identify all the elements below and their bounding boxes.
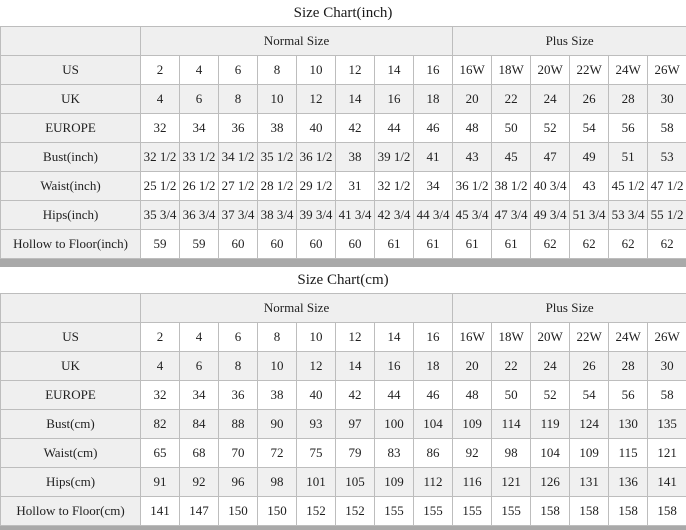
- table-cell: 90: [258, 410, 297, 439]
- row-label: US: [1, 323, 141, 352]
- chart-title: Size Chart(cm): [0, 267, 686, 293]
- table-cell: 20W: [531, 56, 570, 85]
- table-cell: 12: [297, 85, 336, 114]
- group-header-normal-size: Normal Size: [141, 294, 453, 323]
- table-cell: 44: [375, 381, 414, 410]
- table-row: [1, 230, 686, 259]
- table-row: [1, 114, 686, 143]
- table-cell: 47 3/4: [492, 201, 531, 230]
- table-row: [1, 497, 686, 526]
- table-cell: 60: [297, 230, 336, 259]
- table-cell: 28 1/2: [258, 172, 297, 201]
- table-cell: 24W: [609, 56, 648, 85]
- table-cell: 20: [453, 85, 492, 114]
- table-cell: 51 3/4: [570, 201, 609, 230]
- table-cell: 30: [648, 85, 686, 114]
- table-cell: 14: [336, 85, 375, 114]
- table-row: [1, 201, 686, 230]
- table-cell: 8: [258, 56, 297, 85]
- table-cell: 4: [141, 352, 180, 381]
- table-cell: 16: [414, 323, 453, 352]
- table-cell: 32 1/2: [375, 172, 414, 201]
- chart-separator: [0, 259, 686, 267]
- table-cell: 158: [570, 497, 609, 526]
- table-cell: 53: [648, 143, 686, 172]
- table-cell: 45 1/2: [609, 172, 648, 201]
- table-cell: 155: [492, 497, 531, 526]
- table-cell: 22: [492, 352, 531, 381]
- table-cell: 75: [297, 439, 336, 468]
- table-cell: 135: [648, 410, 686, 439]
- table-cell: 152: [297, 497, 336, 526]
- table-cell: 86: [414, 439, 453, 468]
- table-cell: 98: [492, 439, 531, 468]
- table-cell: 40: [297, 114, 336, 143]
- row-label: US: [1, 56, 141, 85]
- table-cell: 34: [414, 172, 453, 201]
- table-cell: 83: [375, 439, 414, 468]
- table-cell: 52: [531, 114, 570, 143]
- table-cell: 16: [414, 56, 453, 85]
- table-cell: 155: [453, 497, 492, 526]
- row-label: Hips(cm): [1, 468, 141, 497]
- table-cell: 96: [219, 468, 258, 497]
- table-cell: 46: [414, 381, 453, 410]
- table-cell: 30: [648, 352, 686, 381]
- table-cell: 24: [531, 85, 570, 114]
- row-label: UK: [1, 85, 141, 114]
- table-cell: 38 3/4: [258, 201, 297, 230]
- table-cell: 56: [609, 114, 648, 143]
- table-cell: 8: [258, 323, 297, 352]
- table-cell: 36: [219, 114, 258, 143]
- table-cell: 36: [219, 381, 258, 410]
- table-cell: 8: [219, 352, 258, 381]
- table-cell: 18: [414, 85, 453, 114]
- table-cell: 26W: [648, 323, 686, 352]
- table-cell: 119: [531, 410, 570, 439]
- table-corner-cell: [1, 27, 141, 56]
- table-cell: 44: [375, 114, 414, 143]
- table-cell: 152: [336, 497, 375, 526]
- table-cell: 26: [570, 352, 609, 381]
- table-cell: 52: [531, 381, 570, 410]
- table-cell: 14: [375, 323, 414, 352]
- table-cell: 40: [297, 381, 336, 410]
- table-cell: 29 1/2: [297, 172, 336, 201]
- table-cell: 91: [141, 468, 180, 497]
- table-cell: 12: [336, 323, 375, 352]
- table-cell: 55 1/2: [648, 201, 686, 230]
- table-cell: 38: [336, 143, 375, 172]
- size-chart-block: [0, 267, 686, 526]
- table-cell: 84: [180, 410, 219, 439]
- table-cell: 72: [258, 439, 297, 468]
- table-cell: 124: [570, 410, 609, 439]
- table-cell: 58: [648, 114, 686, 143]
- table-cell: 50: [492, 381, 531, 410]
- table-row: [1, 352, 686, 381]
- table-cell: 41: [414, 143, 453, 172]
- table-cell: 42: [336, 114, 375, 143]
- table-cell: 26W: [648, 56, 686, 85]
- size-table: [0, 293, 686, 526]
- table-cell: 141: [141, 497, 180, 526]
- table-cell: 35 3/4: [141, 201, 180, 230]
- table-cell: 16: [375, 352, 414, 381]
- table-cell: 4: [180, 323, 219, 352]
- table-row: [1, 172, 686, 201]
- table-cell: 14: [375, 56, 414, 85]
- table-cell: 92: [180, 468, 219, 497]
- table-cell: 45: [492, 143, 531, 172]
- group-header-plus-size: Plus Size: [453, 294, 686, 323]
- row-label: Waist(cm): [1, 439, 141, 468]
- table-cell: 53 3/4: [609, 201, 648, 230]
- table-row: [1, 143, 686, 172]
- table-cell: 6: [180, 85, 219, 114]
- table-cell: 121: [648, 439, 686, 468]
- table-cell: 18W: [492, 56, 531, 85]
- table-cell: 2: [141, 56, 180, 85]
- table-cell: 158: [609, 497, 648, 526]
- table-cell: 88: [219, 410, 258, 439]
- table-row: [1, 323, 686, 352]
- table-cell: 59: [141, 230, 180, 259]
- table-cell: 54: [570, 381, 609, 410]
- table-cell: 158: [648, 497, 686, 526]
- row-label: UK: [1, 352, 141, 381]
- table-cell: 18W: [492, 323, 531, 352]
- table-cell: 42: [336, 381, 375, 410]
- table-corner-cell: [1, 294, 141, 323]
- table-cell: 136: [609, 468, 648, 497]
- table-cell: 33 1/2: [180, 143, 219, 172]
- table-cell: 43: [570, 172, 609, 201]
- table-cell: 50: [492, 114, 531, 143]
- table-cell: 109: [375, 468, 414, 497]
- table-cell: 62: [531, 230, 570, 259]
- table-cell: 61: [375, 230, 414, 259]
- table-cell: 54: [570, 114, 609, 143]
- table-cell: 158: [531, 497, 570, 526]
- table-cell: 16: [375, 85, 414, 114]
- table-cell: 141: [648, 468, 686, 497]
- table-row: [1, 468, 686, 497]
- table-cell: 56: [609, 381, 648, 410]
- table-cell: 20W: [531, 323, 570, 352]
- table-cell: 82: [141, 410, 180, 439]
- table-cell: 14: [336, 352, 375, 381]
- table-cell: 28: [609, 85, 648, 114]
- table-cell: 155: [414, 497, 453, 526]
- table-cell: 38: [258, 381, 297, 410]
- table-cell: 38 1/2: [492, 172, 531, 201]
- table-cell: 10: [297, 323, 336, 352]
- row-label: Hollow to Floor(cm): [1, 497, 141, 526]
- table-cell: 6: [219, 323, 258, 352]
- table-cell: 61: [453, 230, 492, 259]
- table-cell: 51: [609, 143, 648, 172]
- table-cell: 147: [180, 497, 219, 526]
- table-cell: 32: [141, 114, 180, 143]
- table-cell: 24: [531, 352, 570, 381]
- group-header-normal-size: Normal Size: [141, 27, 453, 56]
- table-cell: 70: [219, 439, 258, 468]
- table-cell: 45 3/4: [453, 201, 492, 230]
- table-cell: 62: [648, 230, 686, 259]
- table-cell: 98: [258, 468, 297, 497]
- table-cell: 49: [570, 143, 609, 172]
- table-cell: 34 1/2: [219, 143, 258, 172]
- table-cell: 112: [414, 468, 453, 497]
- table-cell: 60: [336, 230, 375, 259]
- table-cell: 49 3/4: [531, 201, 570, 230]
- table-cell: 43: [453, 143, 492, 172]
- table-cell: 4: [180, 56, 219, 85]
- row-label: EUROPE: [1, 381, 141, 410]
- group-header-plus-size: Plus Size: [453, 27, 686, 56]
- row-label: Hips(inch): [1, 201, 141, 230]
- group-header-row: [1, 27, 686, 56]
- table-cell: 36 1/2: [297, 143, 336, 172]
- table-cell: 4: [141, 85, 180, 114]
- table-cell: 93: [297, 410, 336, 439]
- table-cell: 6: [219, 56, 258, 85]
- table-cell: 62: [570, 230, 609, 259]
- table-cell: 26: [570, 85, 609, 114]
- table-cell: 121: [492, 468, 531, 497]
- table-row: [1, 410, 686, 439]
- table-cell: 65: [141, 439, 180, 468]
- table-cell: 37 3/4: [219, 201, 258, 230]
- table-cell: 130: [609, 410, 648, 439]
- table-cell: 22W: [570, 56, 609, 85]
- table-row: [1, 85, 686, 114]
- table-cell: 10: [258, 352, 297, 381]
- chart-title: Size Chart(inch): [0, 0, 686, 26]
- table-cell: 10: [297, 56, 336, 85]
- table-cell: 39 1/2: [375, 143, 414, 172]
- table-cell: 150: [219, 497, 258, 526]
- table-cell: 155: [375, 497, 414, 526]
- table-cell: 20: [453, 352, 492, 381]
- table-cell: 12: [336, 56, 375, 85]
- table-cell: 46: [414, 114, 453, 143]
- row-label: Hollow to Floor(inch): [1, 230, 141, 259]
- table-cell: 25 1/2: [141, 172, 180, 201]
- table-cell: 22W: [570, 323, 609, 352]
- group-header-row: [1, 294, 686, 323]
- table-cell: 32 1/2: [141, 143, 180, 172]
- table-cell: 62: [609, 230, 648, 259]
- row-label: EUROPE: [1, 114, 141, 143]
- table-cell: 34: [180, 114, 219, 143]
- table-cell: 39 3/4: [297, 201, 336, 230]
- table-cell: 38: [258, 114, 297, 143]
- table-cell: 48: [453, 381, 492, 410]
- size-table: [0, 26, 686, 259]
- table-cell: 44 3/4: [414, 201, 453, 230]
- row-label: Bust(cm): [1, 410, 141, 439]
- table-row: [1, 56, 686, 85]
- table-cell: 126: [531, 468, 570, 497]
- table-cell: 2: [141, 323, 180, 352]
- table-cell: 101: [297, 468, 336, 497]
- table-cell: 48: [453, 114, 492, 143]
- table-cell: 58: [648, 381, 686, 410]
- table-row: [1, 439, 686, 468]
- table-cell: 97: [336, 410, 375, 439]
- table-cell: 18: [414, 352, 453, 381]
- table-cell: 61: [492, 230, 531, 259]
- table-cell: 26 1/2: [180, 172, 219, 201]
- table-cell: 116: [453, 468, 492, 497]
- table-cell: 105: [336, 468, 375, 497]
- table-cell: 36 3/4: [180, 201, 219, 230]
- table-cell: 92: [453, 439, 492, 468]
- table-cell: 59: [180, 230, 219, 259]
- row-label: Bust(inch): [1, 143, 141, 172]
- table-cell: 68: [180, 439, 219, 468]
- size-chart-block: [0, 0, 686, 259]
- table-cell: 40 3/4: [531, 172, 570, 201]
- table-cell: 42 3/4: [375, 201, 414, 230]
- table-cell: 131: [570, 468, 609, 497]
- table-cell: 27 1/2: [219, 172, 258, 201]
- table-row: [1, 381, 686, 410]
- table-cell: 31: [336, 172, 375, 201]
- table-cell: 16W: [453, 323, 492, 352]
- table-cell: 47: [531, 143, 570, 172]
- table-cell: 61: [414, 230, 453, 259]
- table-cell: 60: [219, 230, 258, 259]
- table-cell: 22: [492, 85, 531, 114]
- table-cell: 36 1/2: [453, 172, 492, 201]
- table-cell: 104: [414, 410, 453, 439]
- table-cell: 6: [180, 352, 219, 381]
- table-cell: 32: [141, 381, 180, 410]
- table-cell: 109: [570, 439, 609, 468]
- table-cell: 100: [375, 410, 414, 439]
- table-cell: 114: [492, 410, 531, 439]
- table-cell: 109: [453, 410, 492, 439]
- table-cell: 150: [258, 497, 297, 526]
- table-cell: 47 1/2: [648, 172, 686, 201]
- table-cell: 10: [258, 85, 297, 114]
- table-cell: 24W: [609, 323, 648, 352]
- table-cell: 8: [219, 85, 258, 114]
- table-cell: 35 1/2: [258, 143, 297, 172]
- table-cell: 34: [180, 381, 219, 410]
- table-cell: 104: [531, 439, 570, 468]
- table-cell: 12: [297, 352, 336, 381]
- row-label: Waist(inch): [1, 172, 141, 201]
- table-cell: 115: [609, 439, 648, 468]
- table-cell: 41 3/4: [336, 201, 375, 230]
- table-cell: 16W: [453, 56, 492, 85]
- table-cell: 79: [336, 439, 375, 468]
- table-cell: 60: [258, 230, 297, 259]
- table-cell: 28: [609, 352, 648, 381]
